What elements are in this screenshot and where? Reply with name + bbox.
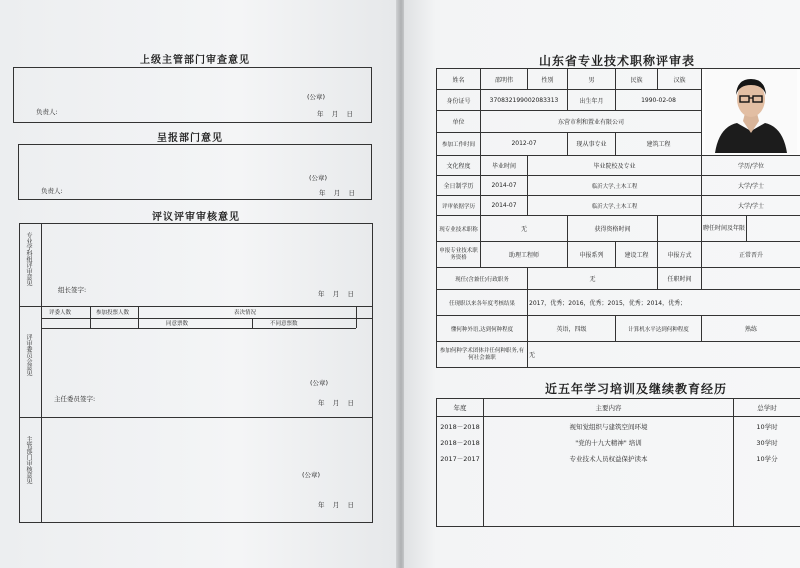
date-label: 年 月 日: [319, 189, 356, 197]
authority-side-label: 主管部门审核意见: [25, 436, 32, 484]
obtain-time-value: [658, 216, 702, 242]
obtain-time-label: 获得资格时间: [568, 216, 658, 242]
fulltime-degree: 大学/学士: [702, 176, 800, 196]
society-value: 无: [528, 342, 800, 368]
vote-table-line: [138, 328, 356, 329]
divider: [20, 306, 373, 307]
fulltime-label: 全日制学历: [437, 176, 481, 196]
applicant-info-table: [436, 68, 800, 368]
discipline-group-side-label: 专业学科组评审意见: [25, 232, 32, 286]
responsible-person-label: 负责人:: [36, 108, 58, 116]
hours-header: 总学时: [734, 399, 800, 417]
hire-time-label: 聘任时间及年限: [702, 216, 747, 242]
seal-label: (公章): [310, 379, 329, 387]
superior-review-title: 上级主管部门审查意见: [140, 55, 250, 66]
left-page: [0, 0, 398, 568]
date-label: 年 月 日: [318, 501, 355, 509]
vote-table-line: [90, 306, 91, 328]
computer-value: 熟练: [702, 316, 800, 342]
id-value: 370832199002083313: [481, 90, 568, 111]
training-hours: 10学分: [756, 455, 778, 463]
training-content-cell: [484, 417, 734, 527]
ethnicity-value: 汉族: [658, 69, 702, 90]
training-year: 2018－2018: [440, 423, 480, 431]
seal-label: (公章): [302, 471, 321, 479]
onjob-degree: 大学/学士: [702, 196, 800, 216]
seal-label: (公章): [307, 93, 326, 101]
responsible-person-label: 负责人:: [41, 187, 63, 195]
group-leader-sign-label: 组长签字:: [58, 286, 87, 294]
method-value: 正常晋升: [702, 242, 800, 268]
current-title-value: 无: [481, 216, 568, 242]
training-hours: 10学时: [756, 423, 778, 431]
unit-label: 单位: [437, 111, 481, 132]
training-content: 视知觉组织与建筑空间环境: [569, 423, 648, 431]
field-label: 现从事专业: [568, 132, 616, 155]
training-title: 近五年学习培训及继续教育经历: [545, 382, 728, 396]
exam-label: 任现职以来各年度考核结果: [437, 290, 528, 316]
date-label: 年 月 日: [318, 290, 355, 298]
date-label: 年 月 日: [317, 110, 354, 118]
training-year: 2017－2017: [440, 455, 480, 463]
education-label: 文化程度: [437, 156, 481, 176]
right-page: [404, 0, 800, 568]
seal-label: (公章): [309, 174, 328, 182]
gender-label: 性别: [528, 69, 568, 90]
ethnicity-label: 民族: [616, 69, 658, 90]
vote-status-header: 表决情况: [234, 310, 257, 316]
date-label: 年 月 日: [318, 399, 355, 407]
form-title: 山东省专业技术职称评审表: [539, 54, 696, 68]
onjob-label: 评审依据学历: [437, 196, 481, 216]
tenure-label: 任职时间: [658, 268, 702, 290]
vote-table-line: [356, 306, 357, 328]
portrait-image: [705, 69, 797, 153]
work-start-label: 参加工作时间: [437, 132, 481, 155]
dob-value: 1990-02-08: [616, 90, 702, 111]
society-label: 参加何种学术团体并任何种职务,有何社会兼职: [437, 342, 528, 368]
content-header: 主要内容: [484, 399, 734, 417]
training-content: 专业技术人员权益保护读本: [569, 455, 648, 463]
current-title-label: 现专业技术职称: [437, 216, 481, 242]
year-header: 年度: [437, 399, 484, 417]
degree-label: 学历/学位: [702, 156, 800, 176]
vote-table-line: [138, 306, 139, 328]
grad-time-label: 毕业时间: [481, 156, 528, 176]
computer-label: 计算机水平达到何种程度: [616, 316, 702, 342]
hire-time-value: [747, 216, 800, 242]
onjob-time: 2014-07: [481, 196, 528, 216]
committee-side-label: 评审委员会意见: [25, 334, 32, 376]
vote-table-line: [252, 318, 253, 328]
work-start-value: 2012-07: [481, 132, 568, 155]
fulltime-school: 临沂大学,土木工程: [528, 176, 702, 196]
submitting-dept-box: [18, 144, 372, 200]
admin-post-value: 无: [528, 268, 658, 290]
fulltime-time: 2014-07: [481, 176, 528, 196]
voters-count-header: 参加投票人数: [96, 310, 130, 316]
series-value: 建设工程: [616, 242, 658, 268]
training-hours: 30学时: [756, 439, 778, 447]
dob-label: 出生年月: [568, 90, 616, 111]
gender-value: 男: [568, 69, 616, 90]
series-label: 申报系列: [568, 242, 616, 268]
admin-post-label: 现任(含兼任)行政职务: [437, 268, 528, 290]
name-value: 邵明伟: [481, 69, 528, 90]
reviewers-count-header: 评委人数: [49, 310, 72, 316]
apply-title-label: 申报专业技术职务资格: [437, 242, 481, 268]
training-hours-cell: [734, 417, 800, 527]
field-value: 建筑工程: [616, 132, 702, 155]
tenure-value: [702, 268, 800, 290]
superior-review-box: [13, 67, 372, 123]
apply-title-value: 助理工程师: [481, 242, 568, 268]
agree-votes-header: 同意票数: [166, 321, 189, 327]
onjob-school: 临沂大学,土木工程: [528, 196, 702, 216]
divider: [20, 417, 373, 418]
side-column-line: [41, 224, 42, 522]
language-value: 英语，四级: [528, 316, 616, 342]
applicant-photo: [702, 69, 800, 156]
id-label: 身份证号: [437, 90, 481, 111]
evaluation-review-title: 评议评审审核意见: [152, 212, 240, 223]
name-label: 姓名: [437, 69, 481, 90]
method-label: 申报方式: [658, 242, 702, 268]
disagree-votes-header: 不同意票数: [270, 321, 298, 327]
school-major-label: 毕业院校及专业: [528, 156, 702, 176]
unit-value: 东营市利和置业有限公司: [481, 111, 702, 132]
training-table: [436, 398, 800, 527]
training-content: "党的十九大精神" 培训: [575, 439, 642, 447]
training-years-cell: [437, 417, 484, 527]
evaluation-review-box: [19, 223, 373, 523]
training-year: 2018－2018: [440, 439, 480, 447]
language-label: 懂何种外语,达到何种程度: [437, 316, 528, 342]
exam-value: 2017，优秀；2016，优秀；2015，优秀；2014，优秀；: [528, 290, 800, 316]
vote-table-line: [41, 328, 138, 329]
submitting-dept-title: 呈报部门意见: [157, 133, 223, 144]
director-sign-label: 主任委员签字:: [54, 395, 96, 403]
